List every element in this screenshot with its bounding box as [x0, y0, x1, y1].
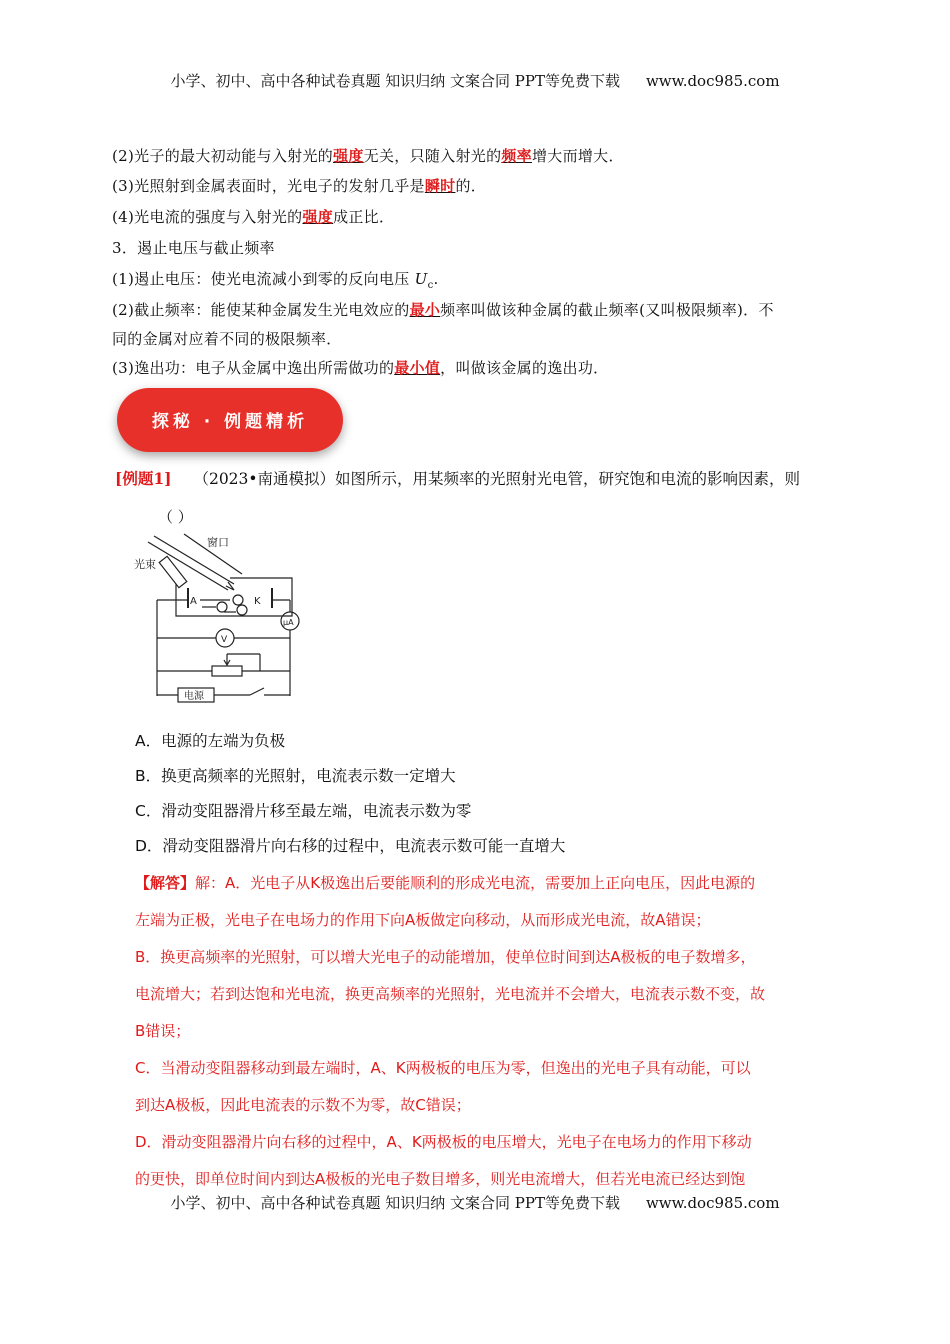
note-stopping-voltage [112, 268, 439, 291]
tube-window [159, 556, 187, 587]
label-anode: A [190, 596, 197, 607]
note-text: 无关，只随入射光的 [363, 147, 502, 165]
note-text: (3)光照射到金属表面时，光电子的发射几乎是 [112, 177, 425, 195]
note-line-3 [112, 175, 486, 196]
keyword-instant: 瞬时 [424, 177, 456, 195]
answer-line-7: 到达A极板，因此电流表的示数不为零，故C错误； [135, 1096, 471, 1114]
answer-line-1 [135, 872, 840, 893]
answer-line-4: 电流增大；若到达饱和光电流，换更高频率的光照射，光电流并不会增大，电流表示数不变，故 [135, 985, 766, 1003]
label-beam: 光束 [134, 558, 156, 571]
note-text: . [433, 270, 439, 288]
header-url[interactable]: www.doc985.com [645, 72, 780, 90]
note-text: (2)截止频率：能使某种金属发生光电效应的 [112, 301, 410, 319]
answer-line-8: D．滑动变阻器滑片向右移的过程中，A、K两极板的电压增大，光电子在电场力的作用下移动 [135, 1133, 752, 1151]
note-text: 增大而增大． [531, 147, 624, 165]
symbol-u: U [414, 270, 428, 288]
option-c[interactable]: C．滑动变阻器滑片移至最左端，电流表示数为零 [135, 802, 472, 820]
answer-line-6: C．当滑动变阻器移动到最左端时，A、K两极板的电压为零，但逸出的光电子具有动能，可以 [135, 1059, 751, 1077]
keyword-minimum: 最小 [409, 301, 441, 319]
note-cutoff-frequency [112, 299, 774, 320]
rheostat [212, 666, 242, 676]
page-footer [0, 1192, 950, 1213]
footer-text: 小学、初中、高中各种试卷真题 知识归纳 文案合同 PPT等免费下载 [170, 1194, 620, 1212]
light-ray [148, 542, 228, 590]
note-line-4 [112, 206, 394, 227]
keyword-frequency: 频率 [501, 147, 532, 165]
electron [237, 605, 247, 615]
section-heading-3: 3．遏止电压与截止频率 [112, 239, 275, 257]
keyword-intensity-2: 强度 [302, 208, 334, 226]
note-text: ，叫做该金属的逸出功． [440, 359, 609, 377]
answer-text: 解：A．光电子从K极逸出后要能顺利的形成光电流，需要加上正向电压，因此电源的 [195, 874, 756, 892]
answer-bracket: 【解答】 [135, 874, 196, 892]
electron [233, 595, 243, 605]
note-cutoff-frequency-cont: 同的金属对应着不同的极限频率． [112, 330, 342, 348]
note-text: (1)遏止电压：使光电流减小到零的反向电压 [112, 270, 415, 288]
note-text: 频率叫做该种金属的截止频率(又叫极限频率)．不 [440, 301, 774, 319]
note-text: (4)光电流的强度与入射光的 [112, 208, 303, 226]
note-work-function [112, 357, 608, 378]
answer-line-2: 左端为正极，光电子在电场力的作用下向A板做定向移动，从而形成光电流，故A错误； [135, 911, 711, 929]
answer-blank: （ ） [158, 508, 193, 526]
label-cathode: K [254, 596, 261, 607]
photoelectric-circuit-diagram [130, 528, 310, 708]
rheostat-slider [224, 654, 230, 665]
example-tag: [例题1] [115, 469, 172, 488]
answer-line-3: B．换更高频率的光照射，可以增大光电子的动能增加，使单位时间到达A极板的电子数增多， [135, 948, 756, 966]
option-a[interactable]: A．电源的左端为负极 [135, 732, 286, 750]
electron [217, 602, 227, 612]
example-text: （2023•南通模拟）如图所示，用某频率的光照射光电管，研究饱和电流的影响因素，则 [193, 470, 801, 488]
answer-line-9: 的更快，即单位时间内到达A极板的光电子数目增多，则光电流增大，但若光电流已经达到饱 [135, 1170, 746, 1188]
note-text: 成正比． [333, 208, 395, 226]
option-d[interactable]: D．滑动变阻器滑片向右移的过程中，电流表示数可能一直增大 [135, 837, 566, 855]
example-question [115, 467, 800, 489]
keyword-intensity: 强度 [333, 147, 364, 165]
banner-label: 探秘 · 例题精析 [151, 412, 309, 432]
header-text: 小学、初中、高中各种试卷真题 知识归纳 文案合同 PPT等免费下载 [170, 72, 620, 90]
note-text: (2)光子的最大初动能与入射光的 [112, 147, 334, 165]
note-text: 的． [455, 177, 487, 195]
footer-url[interactable]: www.doc985.com [645, 1194, 780, 1212]
switch [250, 688, 264, 695]
page-header [0, 70, 950, 91]
answer-line-5: B错误； [135, 1022, 191, 1040]
label-microammeter: μA [283, 618, 294, 627]
note-text: (3)逸出功：电子从金属中逸出所需做功的 [112, 359, 395, 377]
option-b[interactable]: B．换更高频率的光照射，电流表示数一定增大 [135, 767, 456, 785]
symbol-sub: c [427, 280, 434, 291]
keyword-minimum-value: 最小值 [394, 359, 441, 377]
note-line-2 [112, 145, 624, 166]
label-source: 电源 [184, 691, 204, 702]
section-banner [117, 388, 343, 452]
label-window: 窗口 [207, 536, 229, 549]
label-voltmeter: V [221, 635, 228, 645]
